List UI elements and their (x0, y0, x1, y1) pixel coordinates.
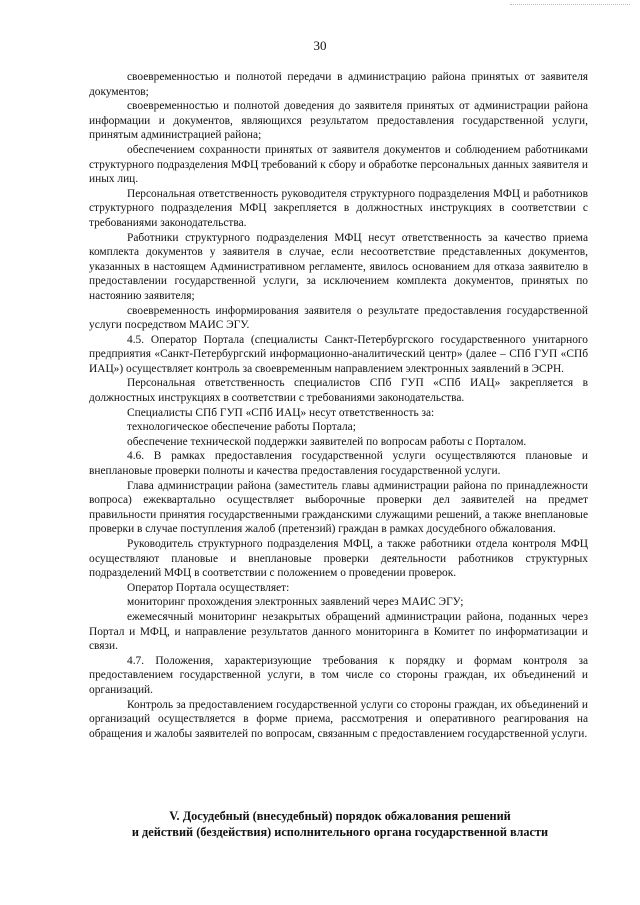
paragraph: обеспечением сохранности принятых от заявителя документов и соблюдением работниками структурного подразделения МФЦ требований к сбору и обработке персональных данных заявителя и иных лиц. (89, 143, 588, 186)
paragraph: технологическое обеспечение работы Портала; (127, 421, 356, 434)
paragraph: Глава администрации района (заместитель главы администрации района по принадлежности вопроса) ежеквартально осуществляет выборочные проверки дел заявителей на предмет правильности принятия государственными гражданскими служащими решений, а также внеплановые проверки в случае поступления жалоб (претензий) граждан в рамках досудебного обжалования. (89, 479, 588, 536)
paragraph: Контроль за предоставлением государственной услуги со стороны граждан, их объединений и организаций осуществляется в форме приема, рассмотрения и оперативного реагирования на обращения и жалобы заявителей по вопросам, связанным с предоставлением государственной услуги. (89, 698, 588, 740)
paragraph-section-4-7: 4.7. Положения, характеризующие требования к порядку и формам контроля за предоставлением государственной услуги, в том числе со стороны граждан, их объединений и организаций. (89, 654, 588, 696)
paragraph: своевременностью и полнотой доведения до заявителя принятых от администрации района информации и документов, являющихся результатом предоставления государственной услуги, принятым администрацией района; (89, 100, 588, 142)
paragraph: Работники структурного подразделения МФЦ несут ответственность за качество приема комплекта документов у заявителя в случае, если несоответствие представленных документов, указанных в настоящем Административном регламенте, явилось основанием для отказа заявителю в предоставлении государственной услуги, за исключением комплекта документов, принятых по настоянию заявителя; (89, 231, 588, 302)
paragraph: Руководитель структурного подразделения МФЦ, а также работники отдела контроля МФЦ осуществляют плановые и внеплановые проверки деятельности работников структурных подразделений МФЦ в соответствии с положением о проведении проверок. (89, 538, 588, 580)
paragraph: мониторинг прохождения электронных заявлений через МАИС ЭГУ; (127, 596, 464, 609)
section-heading-line-1: V. Досудебный (внесудебный) порядок обжалования решений (169, 809, 511, 823)
section-heading (80, 808, 600, 840)
paragraph: Оператор Портала осуществляет: (127, 581, 290, 594)
section-heading-line-2: и действий (бездействия) исполнительного органа государственной власти (131, 825, 549, 839)
page-number: 30 (313, 38, 327, 53)
scan-edge-mark (510, 0, 630, 5)
paragraph-section-4-6: 4.6. В рамках предоставления государственной услуги осуществляются плановые и внеплановые проверки полноты и качества предоставления государственной услуги. (89, 450, 588, 478)
paragraph-section-4-5: 4.5. Оператор Портала (специалисты Санкт-Петербургского государственного унитарного предприятия «Санкт-Петербургский информационно-аналитический центр» (далее – СПб ГУП «СПб ИАЦ») осуществляет контроль за своевременным направлением электронных заявлений в ЭСРН. (89, 333, 588, 375)
document-body (89, 70, 588, 741)
paragraph: ежемесячный мониторинг незакрытых обращений администрации района, поданных через Портал и МФЦ, и направление результатов данного мониторинга в Комитет по информатизации и связи. (89, 610, 588, 653)
paragraph: своевременность информирования заявителя о результате предоставления государственной услуги посредством МАИС ЭГУ. (89, 304, 588, 332)
paragraph: Персональная ответственность специалистов СПб ГУП «СПб ИАЦ» закрепляется в должностных инструкциях в соответствии с требованиями законодательства. (89, 377, 588, 405)
paragraph: Специалисты СПб ГУП «СПб ИАЦ» несут ответственность за: (127, 406, 435, 419)
paragraph: обеспечение технической поддержки заявителей по вопросам работы с Порталом. (127, 435, 527, 448)
paragraph: Персональная ответственность руководителя структурного подразделения МФЦ и работников структурного подразделения МФЦ закрепляется в должностных инструкциях в соответствии с требованиями законодательства. (89, 187, 588, 229)
paragraph: своевременностью и полнотой передачи в администрацию района принятых от заявителя документов; (89, 71, 588, 98)
